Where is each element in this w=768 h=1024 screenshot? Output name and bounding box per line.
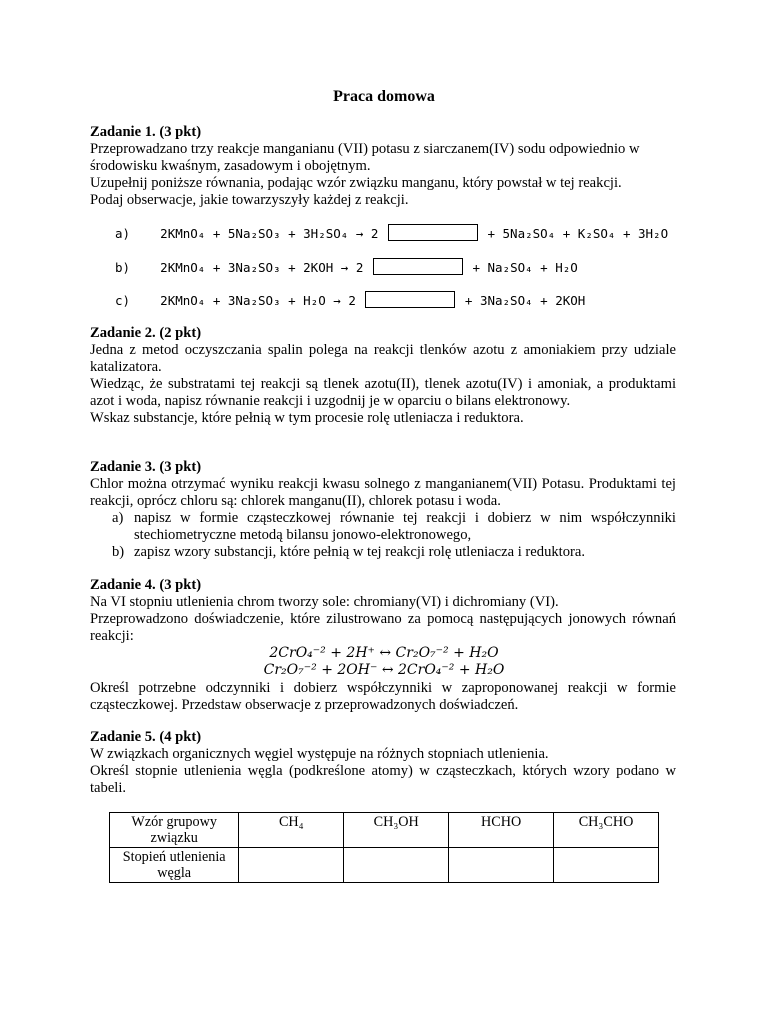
answer-cell[interactable] <box>239 848 344 883</box>
row-header: Wzór grupowy związku <box>110 813 239 848</box>
list-item <box>112 544 676 561</box>
equation-label: a) <box>115 226 131 241</box>
task-5 <box>90 729 676 797</box>
equation-label: c) <box>115 293 131 308</box>
answer-box[interactable] <box>373 258 463 275</box>
answer-cell[interactable] <box>449 848 554 883</box>
task-3 <box>90 459 676 561</box>
ionic-equation-2: Cr₂O₇⁻² + 2OH⁻ ↔ 2CrO₄⁻² + H₂O <box>263 662 505 678</box>
task-5-paragraph-2: Określ stopnie utlenienia węgla (podkreślone atomy) w cząsteczkach, których wzory podano w tabeli. <box>90 763 676 796</box>
task-4-heading: Zadanie 4. (3 pkt) <box>90 577 202 593</box>
equation-right: + 3Na₂SO₄ + 2KOH <box>464 293 586 308</box>
equation-left: 2KMnO₄ + 3Na₂SO₃ + 2KOH → 2 <box>160 260 364 275</box>
answer-box[interactable] <box>365 291 455 308</box>
answer-cell[interactable] <box>554 848 659 883</box>
task-4-paragraph-1: Na VI stopniu utlenienia chrom tworzy sole: chromiany(VI) i dichromiany (VI). <box>90 594 559 610</box>
equation-a <box>115 224 668 243</box>
task-5-paragraph-1: W związkach organicznych węgiel występuje na różnych stopniach utlenienia. <box>90 746 549 762</box>
task-1-line-4: Podaj obserwacje, jakie towarzyszyły każdej z reakcji. <box>90 192 409 208</box>
list-item-text: zapisz wzory substancji, które pełnią w tej reakcji rolę utleniacza i reduktora. <box>134 544 586 560</box>
task-2-heading: Zadanie 2. (2 pkt) <box>90 325 202 341</box>
task-4-paragraph-2: Przeprowadzono doświadczenie, które zilustrowano za pomocą następujących jonowych równań reakcji: <box>90 611 676 644</box>
equation-right: + Na₂SO₄ + H₂O <box>472 260 578 275</box>
task-3-paragraph-1: Chlor można otrzymać wyniku reakcji kwasu solnego z manganianem(VII) Potasu. Produktami tej reakcji, oprócz chloru są: chlorek manganu(II), chlorek potasu i woda. <box>90 476 676 509</box>
equation-left: 2KMnO₄ + 3Na₂SO₃ + H₂O → 2 <box>160 293 356 308</box>
oxidation-state-table <box>109 812 659 883</box>
task-5-heading: Zadanie 5. (4 pkt) <box>90 729 202 745</box>
list-marker: a) <box>112 510 124 526</box>
equation-label: b) <box>115 260 131 275</box>
task-2-paragraph-3: Wskaz substancje, które pełnią w tym procesie rolę utleniacza i reduktora. <box>90 410 524 426</box>
task-1-heading: Zadanie 1. (3 pkt) <box>90 124 202 140</box>
task-2-paragraph-2: Wiedząc, że substratami tej reakcji są tlenek azotu(II), tlenek azotu(IV) i amoniak, a produktami azot i woda, napisz równanie reakcji i uzgodnij je w oparciu o bilans elektronowy. <box>90 376 676 409</box>
equation-b <box>115 258 578 277</box>
table-row <box>110 813 659 848</box>
list-item-text: napisz w formie cząsteczkowej równanie tej reakcji i dobierz w nim współczynniki stechiometryczne metodą bilansu jonowo-elektronowego, <box>134 510 676 543</box>
formula-ch4: CH₄ <box>239 813 344 848</box>
task-1-line-1: Przeprowadzano trzy reakcje manganianu (VII) potasu z siarczanem(IV) sodu odpowiednio w <box>90 141 640 157</box>
task-1 <box>90 124 676 209</box>
document-title: Praca domowa <box>333 88 435 105</box>
task-1-line-3: Uzupełnij poniższe równania, podając wzór związku manganu, który powstał w tej reakcji. <box>90 175 622 191</box>
equation-right: + 5Na₂SO₄ + K₂SO₄ + 3H₂O <box>487 226 669 241</box>
task-3-heading: Zadanie 3. (3 pkt) <box>90 459 202 475</box>
row-header: Stopień utlenienia węgla <box>110 848 239 883</box>
task-3-list <box>112 510 676 561</box>
task-2-paragraph-1: Jedna z metod oczyszczania spalin polega na reakcji tlenków azotu z amoniakiem przy udziale katalizatora. <box>90 342 676 375</box>
list-marker: b) <box>112 544 125 560</box>
equation-left: 2KMnO₄ + 5Na₂SO₃ + 3H₂SO₄ → 2 <box>160 226 379 241</box>
formula-hcho: HCHO <box>449 813 554 848</box>
task-4 <box>90 577 676 645</box>
answer-box[interactable] <box>388 224 478 241</box>
formula-ch3cho: CH₃CHO <box>554 813 659 848</box>
table-row <box>110 848 659 883</box>
task-2 <box>90 325 676 427</box>
equation-c <box>115 291 585 310</box>
formula-ch3oh: CH₃OH <box>344 813 449 848</box>
list-item <box>112 510 676 544</box>
ionic-equation-1: 2CrO₄⁻² + 2H⁺ ↔ Cr₂O₇⁻² + H₂O <box>269 645 499 661</box>
task-4-paragraph-3: Określ potrzebne odczynniki i dobierz współczynniki w zaproponowanej reakcji w formie cząsteczkowej. Przedstaw obserwacje z przeprowadzonych doświadczeń. <box>90 680 676 713</box>
answer-cell[interactable] <box>344 848 449 883</box>
task-1-line-2: środowisku kwaśnym, zasadowym i obojętnym. <box>90 158 371 174</box>
